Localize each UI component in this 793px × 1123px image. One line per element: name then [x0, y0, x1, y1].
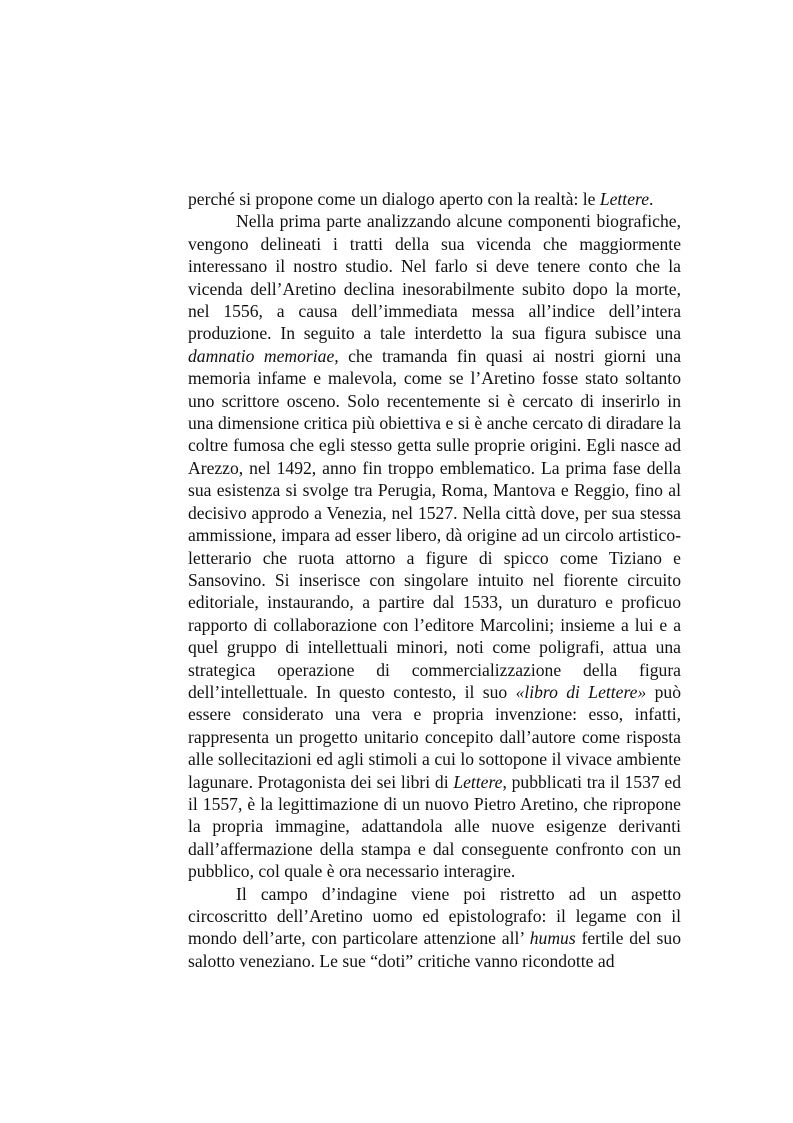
paragraph-text: perché si propone come un dialogo aperto con la realtà: le [188, 189, 600, 209]
paragraph-text: può essere considerato una vera e propria invenzione: esso, infatti, rappresenta un progetto unitario concepito dall’autore come risposta alle sollecitazioni ed agli stimoli a cui lo sottopone il vivace ambiente lagunare. Protagonista dei sei libri di [188, 681, 681, 792]
italic-title-lettere: Lettere [453, 771, 503, 792]
italic-damnatio-memoriae: damnatio memoriae, [188, 345, 339, 366]
paragraph-text: Il campo d’indagine viene poi ristretto ad un aspetto circoscritto dell’Aretino uomo ed epistolografo: il legame con il mondo dell’arte, con particolare attenzione all’ [188, 883, 681, 949]
paragraph-art-world [188, 883, 681, 973]
paragraph-biography [188, 210, 681, 882]
paragraph-text: , pubblicati tra il 1537 ed il 1557, è la legittimazione di un nuovo Pietro Aretino, che ripropone la propria immagine, adattandola alle nuove esigenze derivanti dall’affermazione della stampa e dal conseguente confronto con un pubblico, col quale è ora necessario interagire. [188, 771, 682, 882]
italic-libro-di-lettere: «libro di Lettere» [515, 681, 647, 702]
paragraph-text: fertile del suo salotto veneziano. Le sue “doti” critiche vanno ricondotte ad [188, 928, 681, 971]
paragraph-text: Nella prima parte analizzando alcune componenti biografiche, vengono delineati i tratti della sua vicenda che maggiormente interessano il nostro studio. Nel farlo si deve tenere conto che la vicenda dell’Aretino declina inesorabilmente subito dopo la morte, nel 1556, a causa dell’immediata messa all’indice dell’intera produzione. In seguito a tale interdetto la sua figura subisce una [188, 211, 681, 344]
document-page [188, 188, 681, 972]
paragraph-text: che tramanda fin quasi ai nostri giorni una memoria infame e malevola, come se l’Aretino fosse stato soltanto uno scrittore osceno. Solo recentemente si è cercato di inserirlo in una dimensione critica più obiettiva e si è anche cercato di diradare la coltre fumosa che egli stesso getta sulle proprie origini. Egli nasce ad Arezzo, nel 1492, anno fin troppo emblematico. La prima fase della sua esistenza si svolge tra Perugia, Roma, Mantova e Reggio, fino al decisivo approdo a Venezia, nel 1527. Nella città dove, per sua stessa ammissione, impara ad esser libero, dà origine ad un circolo artistico-letterario che ruota attorno a figure di spicco come Tiziano e Sansovino. Si inserisce con singolare intuito nel fiorente circuito editoriale, instaurando, a partire dal 1533, un duraturo e proficuo rapporto di collaborazione con l’editore Marcolini; insieme a lui e a quel gruppo di intellettuali minori, noti come poligrafi, attua una strategica operazione di commercializzazione della figura dell’intellettuale. In questo contesto, il suo [188, 345, 681, 702]
paragraph-text: . [649, 189, 654, 209]
italic-title-lettere: Lettere [599, 189, 650, 209]
paragraph-intro-end [188, 188, 681, 210]
italic-humus: humus [529, 928, 576, 949]
